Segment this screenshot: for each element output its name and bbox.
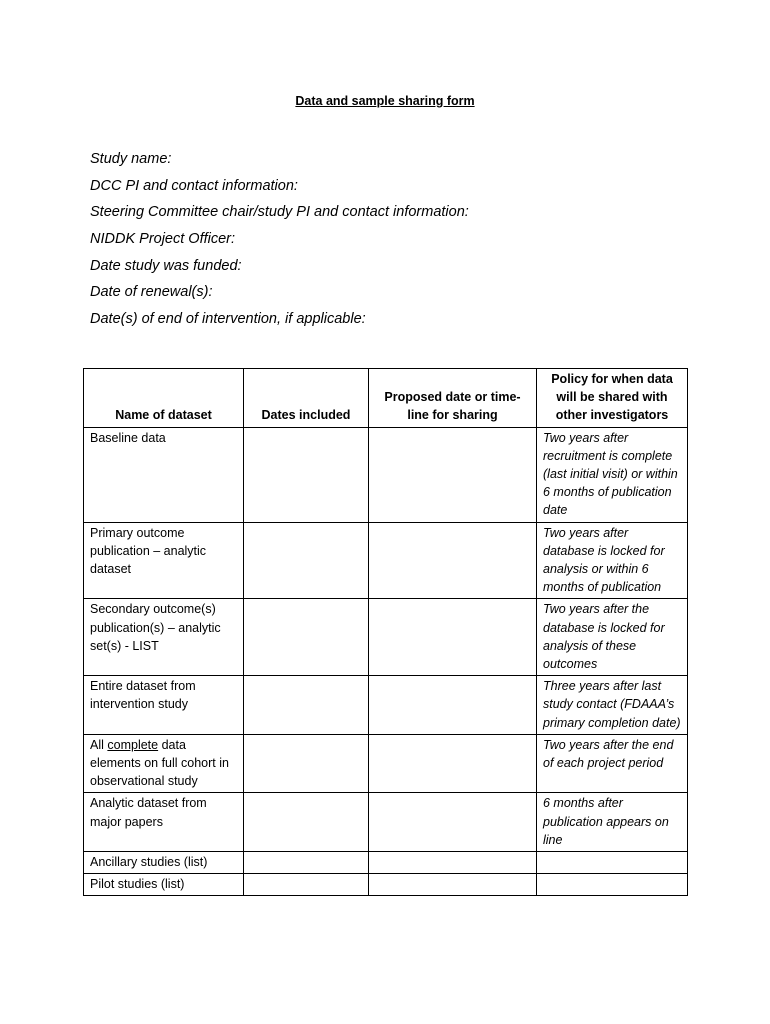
header-dates-included: Dates included [244, 369, 369, 428]
dataset-name-cell [84, 734, 244, 793]
study-name-field[interactable]: Study name: [90, 151, 172, 167]
policy-cell: Two years after database is locked for analysis or within 6 months of publication [537, 522, 688, 599]
policy-cell: Three years after last study contact (FDAAA’s primary completion date) [537, 676, 688, 735]
table-row [84, 522, 688, 599]
dates-included-cell[interactable] [244, 522, 369, 599]
table-header-row [84, 369, 688, 428]
project-officer-field[interactable]: NIDDK Project Officer: [90, 231, 236, 248]
dataset-name-emphasis: complete [107, 737, 159, 752]
dcc-pi-field[interactable]: DCC PI and contact information: [90, 177, 298, 194]
table-row [84, 852, 688, 874]
policy-cell: Two years after the end of each project period [537, 734, 688, 793]
table-row [84, 874, 688, 896]
dates-included-cell[interactable] [244, 852, 369, 874]
table-row [84, 734, 688, 793]
policy-cell: 6 months after publication appears on line [537, 793, 688, 852]
date-funded-field[interactable]: Date study was funded: [90, 257, 242, 274]
proposed-date-cell[interactable] [369, 793, 537, 852]
table-row [84, 427, 688, 522]
header-proposed-date: Proposed date or time-line for sharing [369, 369, 537, 428]
dataset-name-cell: Secondary outcome(s) publication(s) – analytic set(s) - LIST [84, 599, 244, 676]
proposed-date-cell[interactable] [369, 852, 537, 874]
dataset-name-cell: Ancillary studies (list) [84, 852, 244, 874]
sharing-table [83, 368, 688, 896]
dataset-name-cell: Primary outcome publication – analytic dataset [84, 522, 244, 599]
dataset-name-cell: Entire dataset from intervention study [84, 676, 244, 735]
dates-included-cell[interactable] [244, 427, 369, 522]
policy-cell: Two years after recruitment is complete (last initial visit) or within 6 months of publication date [537, 427, 688, 522]
proposed-date-cell[interactable] [369, 522, 537, 599]
proposed-date-cell[interactable] [369, 427, 537, 522]
end-of-intervention-field[interactable]: Date(s) of end of intervention, if applicable: [90, 311, 366, 328]
table-row [84, 793, 688, 852]
steering-committee-field[interactable]: Steering Committee chair/study PI and contact information: [90, 204, 469, 221]
dataset-name-suffix: data elements on full cohort in observational study [90, 737, 229, 789]
proposed-date-cell[interactable] [369, 676, 537, 735]
header-name-of-dataset: Name of dataset [84, 369, 244, 428]
proposed-date-cell[interactable] [369, 734, 537, 793]
dataset-name-cell: Analytic dataset from major papers [84, 793, 244, 852]
dates-included-cell[interactable] [244, 874, 369, 896]
policy-cell[interactable] [537, 852, 688, 874]
proposed-date-cell[interactable] [369, 874, 537, 896]
dataset-name-prefix: All [90, 737, 108, 752]
dates-included-cell[interactable] [244, 734, 369, 793]
header-policy: Policy for when data will be shared with other investigators [537, 369, 688, 428]
dates-included-cell[interactable] [244, 793, 369, 852]
policy-cell[interactable] [537, 874, 688, 896]
study-info-fields [90, 150, 469, 337]
proposed-date-cell[interactable] [369, 599, 537, 676]
policy-cell: Two years after the database is locked for analysis of these outcomes [537, 599, 688, 676]
table-row [84, 599, 688, 676]
date-renewal-field[interactable]: Date of renewal(s): [90, 284, 213, 301]
dates-included-cell[interactable] [244, 676, 369, 735]
dataset-name-cell: Pilot studies (list) [84, 874, 244, 896]
table-row [84, 676, 688, 735]
dates-included-cell[interactable] [244, 599, 369, 676]
dataset-name-cell: Baseline data [84, 427, 244, 522]
page-title: Data and sample sharing form [295, 94, 475, 108]
